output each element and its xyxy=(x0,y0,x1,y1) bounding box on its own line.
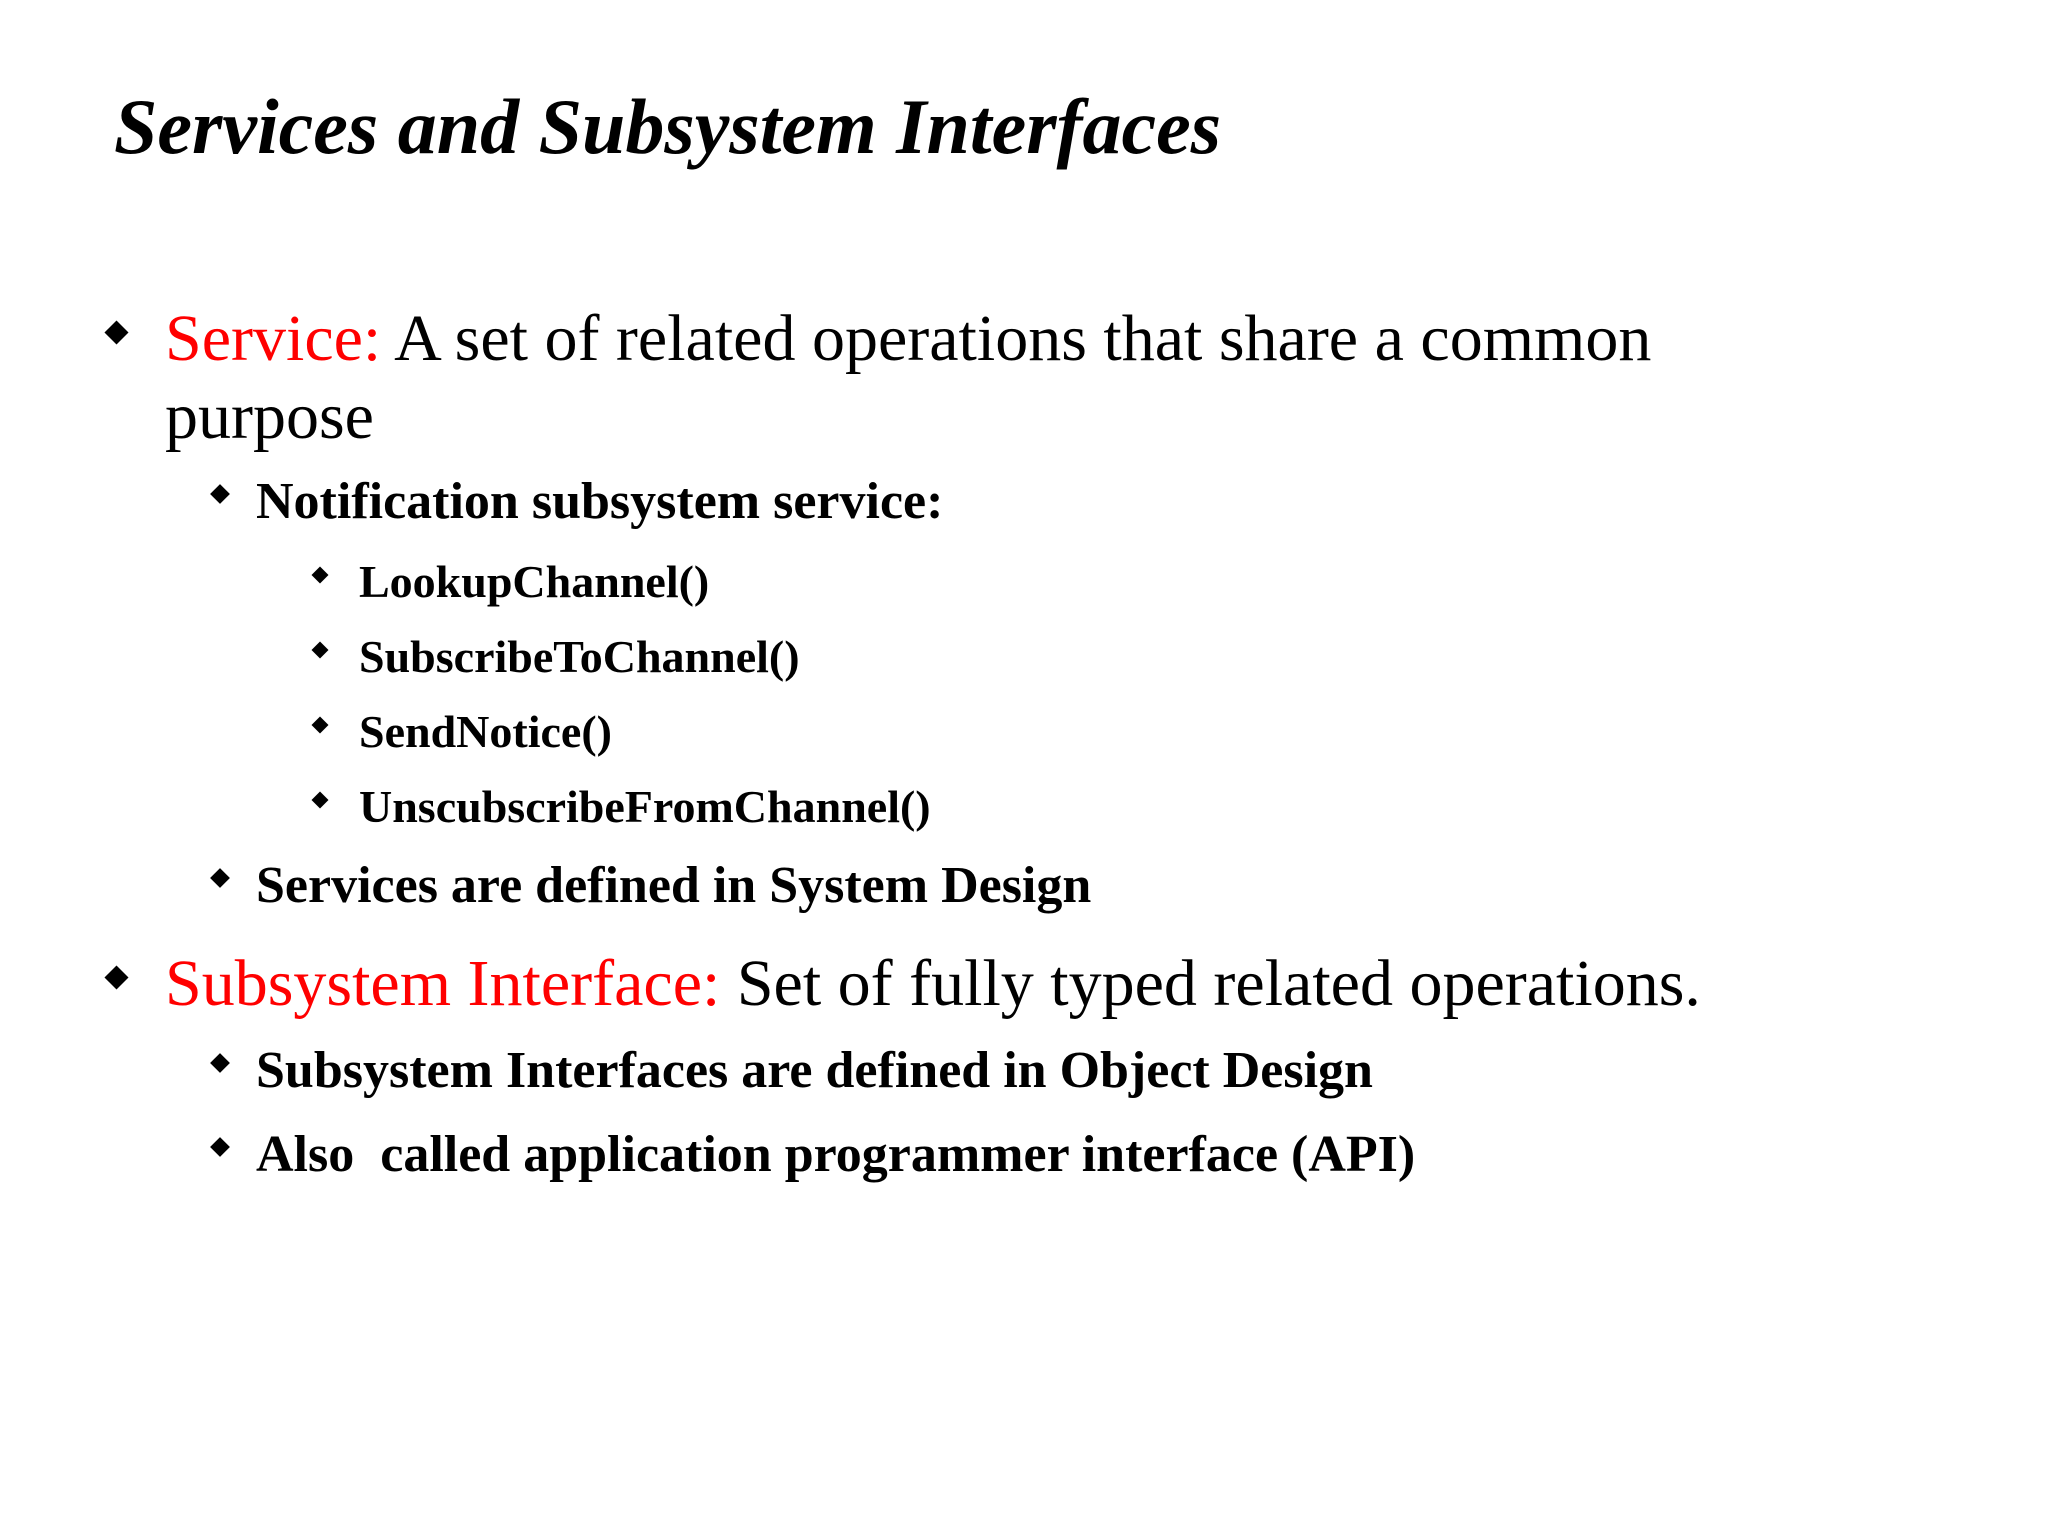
api-label: Also called application programmer interface (API) xyxy=(256,1126,1416,1183)
op-unsubscribe-from-channel: UnscubscribeFromChannel() xyxy=(359,781,931,832)
op-lookup-channel: LookupChannel() xyxy=(359,556,710,607)
diamond-bullet-icon xyxy=(312,567,329,584)
service-term: Service: xyxy=(165,302,382,375)
diamond-bullet-icon xyxy=(210,1137,230,1157)
diamond-bullet-icon xyxy=(104,320,128,344)
diamond-bullet-icon xyxy=(210,868,230,888)
op-subscribe-to-channel: SubscribeToChannel() xyxy=(359,631,800,682)
slide-title: Services and Subsystem Interfaces xyxy=(114,83,1222,170)
diamond-bullet-icon xyxy=(210,1053,230,1073)
diamond-bullet-icon xyxy=(312,792,329,809)
diamond-bullet-icon xyxy=(210,484,230,504)
diamond-bullet-icon xyxy=(312,642,329,659)
op-send-notice: SendNotice() xyxy=(359,706,612,757)
services-defined-label: Services are defined in System Design xyxy=(256,857,1092,914)
service-definition-cont: purpose xyxy=(165,380,374,453)
bullet-interface-text xyxy=(165,945,1701,1023)
diamond-bullet-icon xyxy=(312,717,329,734)
notification-label: Notification subsystem service: xyxy=(256,473,944,530)
interfaces-defined-label: Subsystem Interfaces are defined in Object Design xyxy=(256,1042,1373,1099)
bullet-service-text xyxy=(165,300,1925,378)
service-definition: A set of related operations that share a common xyxy=(381,302,1652,375)
interface-definition: Set of fully typed related operations. xyxy=(720,947,1701,1020)
bullet-service-text-cont xyxy=(165,378,374,456)
interface-term: Subsystem Interface: xyxy=(165,947,721,1020)
diamond-bullet-icon xyxy=(104,965,128,989)
